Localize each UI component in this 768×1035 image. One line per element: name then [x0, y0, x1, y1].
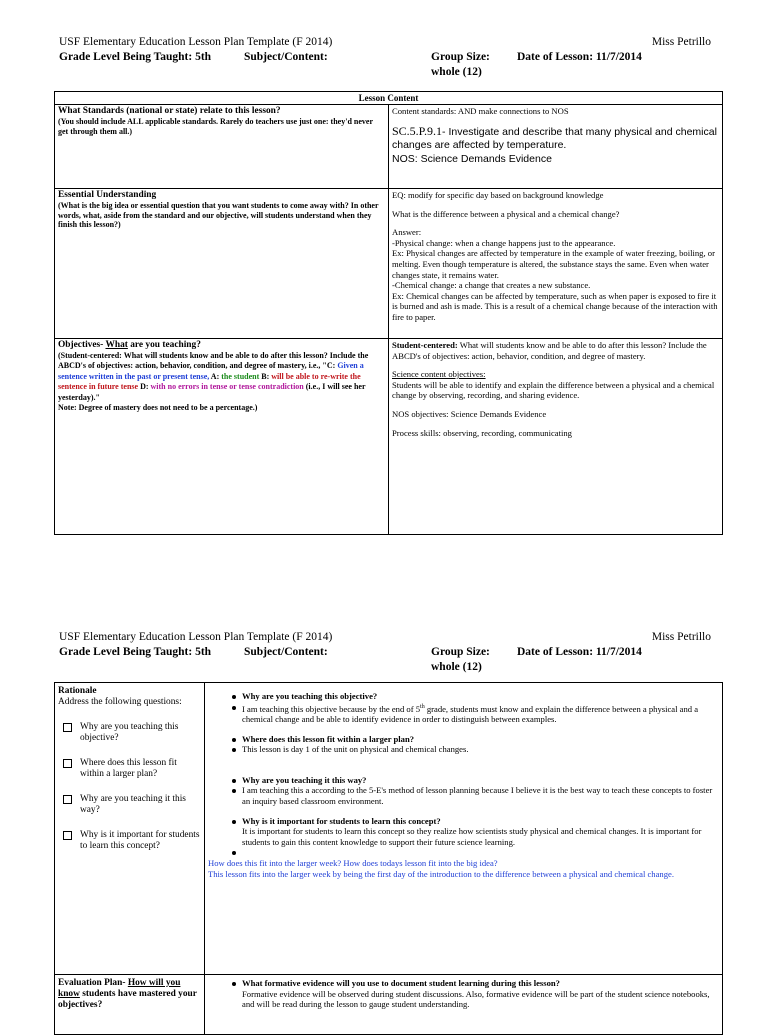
rationale-answer — [224, 826, 719, 847]
page-2 — [0, 618, 768, 1024]
standard-line — [392, 125, 719, 152]
standards-label-cell — [55, 105, 389, 189]
rationale-question — [224, 734, 719, 745]
objectives-label-post: are you teaching? — [127, 340, 201, 350]
standards-content — [389, 105, 723, 189]
bullet-icon — [232, 982, 236, 986]
objectives-mastery-note: Note: Degree of mastery does not need to be a percentage.) — [58, 403, 258, 413]
rationale-checklist — [58, 722, 201, 853]
note-degree: with no errors in tense or tense contradiction — [150, 382, 304, 392]
rationale-answer — [224, 785, 719, 806]
student-centered-label: Student-centered: — [392, 340, 458, 350]
question-text: Why are you teaching this objective? — [242, 691, 378, 701]
student-centered-text: What will students know and be able to do after this lesson? Include the ABCD's of objectives: action, behavior, condition, and degree of mastery. — [392, 340, 707, 361]
answer-text: I am teaching this a according to the 5-E's method of lesson planning because I believe it is the best way to teach these concepts to foster an inquiry based classroom environment. — [242, 785, 713, 807]
rationale-content — [205, 683, 723, 975]
science-objectives-text: Students will be able to identify and explain the difference between a physical and a chemical change by observing, recording, and sharing evidence. — [392, 379, 715, 401]
essential-label: Essential Understanding — [58, 190, 157, 200]
standards-row — [55, 105, 723, 189]
standards-intro: Content standards: AND make connections to NOS — [392, 106, 569, 116]
evaluation-label-post: students have mastered your objectives? — [58, 989, 197, 1010]
objectives-content — [389, 339, 723, 535]
rationale-row — [55, 683, 723, 975]
note-intro: (Student-centered: What will students know and be able to do after this lesson? Include the ABCD's of objectives: action, behavior, condition, and degree of mastery, i.e., "C: — [58, 351, 369, 371]
group-size-value: whole (12) — [431, 66, 482, 78]
checklist-item — [58, 722, 201, 745]
evaluation-row — [55, 975, 723, 1035]
spacer — [224, 807, 719, 816]
empty-bullet — [224, 847, 719, 858]
note-audience: the student — [221, 371, 260, 381]
standard-text: - Investigate and describe that many physical and chemical changes are affected by temperature. — [392, 125, 717, 151]
checklist-label: Where does this lesson fit within a larger plan? — [80, 757, 177, 779]
answer-text: grade, students must know and explain the difference between a physical and a chemical change and be able to identify evidence in order to distinguish between examples. — [242, 703, 699, 725]
lesson-date: Date of Lesson: 11/7/2014 — [517, 51, 642, 63]
bullet-icon — [232, 779, 236, 783]
bullet-icon — [232, 738, 236, 742]
answer-line: Ex: Chemical changes can be affected by temperature, such as when paper is exposed to fire it is burned and ash is made. This is a result of a chemical change because of the interaction with fire to paper. — [392, 290, 718, 322]
evaluation-content — [205, 975, 723, 1035]
objectives-label — [58, 340, 385, 351]
standard-code: SC.5.P.9.1 — [392, 123, 443, 138]
evaluation-label — [58, 978, 201, 1011]
answer-label: Answer: — [392, 227, 422, 238]
answer-line: Ex: Physical changes are affected by temperature in the example of water freezing, boiling, or melting. Even though temperature is altered, the substance stays the same. Even when water changes state, it remains water. — [392, 248, 715, 280]
larger-week-answer: This lesson fits into the larger week by being the first day of the introduction to the difference between a physical and chemical change. — [208, 868, 674, 879]
answer-text: I am teaching this objective because by the end of 5 — [242, 703, 421, 714]
note-condition: Given a sentence written in the past or present tense, — [58, 361, 364, 381]
answer-text: Formative evidence will be observed during student discussions. Also, formative evidence will be part of the student science notebooks, and will be read during the lesson to gauge student understanding. — [242, 988, 710, 1010]
checkbox-icon — [63, 795, 72, 804]
rationale-answer — [224, 702, 719, 725]
essential-note: (What is the big idea or essential question that you want students to come away with? In other words, what, aside from the standard and our objective, will students understand when they finish this lesson?) — [58, 201, 379, 230]
evaluation-label-cell — [55, 975, 205, 1035]
question-text: Where does this lesson fit within a larger plan? — [242, 733, 415, 744]
objectives-label-what: What — [105, 340, 128, 350]
note-a-label: A: — [209, 371, 222, 381]
objectives-row — [55, 339, 723, 535]
bullet-icon — [232, 695, 236, 699]
bullet-icon — [232, 851, 236, 855]
question-text: Why are you teaching it this way? — [242, 774, 367, 785]
note-behavior: will be able to re-write the sentence in future tense — [58, 371, 361, 392]
rationale-label: Rationale — [58, 686, 97, 696]
template-title: USF Elementary Education Lesson Plan Template (F 2014) — [59, 631, 333, 643]
standards-note: (You should include ALL applicable standards. Rarely do teachers use just one: they'd never get through them all.) — [58, 117, 373, 136]
evaluation-label-pre: Evaluation Plan- — [58, 978, 128, 988]
standard-nos: NOS: Science Demands Evidence — [392, 152, 552, 165]
template-title: USF Elementary Education Lesson Plan Template (F 2014) — [59, 36, 333, 48]
nos-objectives: NOS objectives: Science Demands Evidence — [392, 408, 547, 419]
essential-eq: EQ: modify for specific day based on background knowledge — [392, 190, 604, 200]
checkbox-icon — [63, 759, 72, 768]
larger-week-question: How does this fit into the larger week? How does todays lesson fit into the big idea? — [208, 858, 498, 869]
bullet-icon — [232, 789, 236, 793]
evaluation-question — [224, 978, 719, 989]
page-gap — [0, 580, 768, 618]
student-centered — [392, 340, 719, 361]
note-end: (i.e., I will see her yesterday)." — [58, 382, 366, 402]
subject-label: Subject/Content: — [244, 51, 328, 63]
bullet-icon — [232, 748, 236, 752]
rationale-answer — [224, 744, 719, 755]
checklist-item — [58, 794, 201, 817]
evaluation-list — [208, 978, 719, 1010]
spacer — [224, 755, 719, 775]
teacher-name: Miss Petrillo — [651, 36, 711, 48]
rationale-table — [54, 682, 723, 1035]
grade-level: Grade Level Being Taught: 5th — [59, 646, 212, 658]
rationale-question — [224, 691, 719, 702]
subject-label: Subject/Content: — [244, 646, 328, 658]
standards-label: What Standards (national or state) relate to this lesson? — [58, 106, 281, 116]
checkbox-icon — [63, 831, 72, 840]
checklist-label: Why are you teaching this objective? — [80, 721, 179, 743]
note-d-label: D: — [138, 382, 151, 392]
checklist-label: Why are you teaching it this way? — [80, 793, 186, 815]
objectives-label-pre: Objectives- — [58, 340, 106, 350]
rationale-label-cell — [55, 683, 205, 975]
rationale-intro: Address the following questions: — [58, 697, 182, 707]
essential-content — [389, 189, 723, 339]
rationale-question — [224, 816, 719, 827]
science-objectives-label: Science content objectives: — [392, 369, 486, 380]
checklist-item — [58, 830, 201, 853]
bullet-icon — [232, 820, 236, 824]
objectives-label-cell — [55, 339, 389, 535]
group-size-label: Group Size: — [431, 646, 490, 658]
evaluation-answer — [224, 989, 719, 1010]
checklist-label: Why is it important for students to learn this concept? — [80, 829, 200, 851]
lesson-content-table — [54, 91, 723, 535]
note-b-label: B: — [259, 371, 272, 381]
answer-line: -Chemical change: a change that creates a new substance. — [392, 280, 591, 291]
essential-question: What is the difference between a physical and a chemical change? — [392, 208, 620, 219]
process-skills: Process skills: observing, recording, communicating — [392, 427, 572, 438]
essential-label-cell — [55, 189, 389, 339]
answer-line: -Physical change: when a change happens just to the appearance. — [392, 237, 616, 248]
rationale-question — [224, 775, 719, 786]
spacer — [224, 725, 719, 734]
bullet-icon — [232, 706, 236, 710]
group-size-label: Group Size: — [431, 51, 490, 63]
section-title: Lesson Content — [55, 92, 723, 105]
answer-text: This lesson is day 1 of the unit on physical and chemical changes. — [242, 744, 469, 755]
checklist-item — [58, 758, 201, 781]
objectives-note — [58, 351, 385, 403]
answer-text: It is important for students to learn this concept so they realize how scientists study physical and chemical changes. It is important for students to gain this content knowledge to support their future science learning. — [242, 826, 702, 847]
superscript: th — [420, 703, 425, 710]
essential-row — [55, 189, 723, 339]
rationale-answers — [208, 691, 719, 858]
lesson-date: Date of Lesson: 11/7/2014 — [517, 646, 642, 658]
grade-level: Grade Level Being Taught: 5th — [59, 51, 212, 63]
checkbox-icon — [63, 723, 72, 732]
evaluation-label-how: How will you know — [58, 978, 181, 999]
group-size-value: whole (12) — [431, 661, 482, 673]
question-text: Why is it important for students to learn this concept? — [242, 815, 441, 826]
teacher-name: Miss Petrillo — [651, 631, 711, 643]
question-text: What formative evidence will you use to document student learning during this lesson? — [242, 978, 560, 988]
